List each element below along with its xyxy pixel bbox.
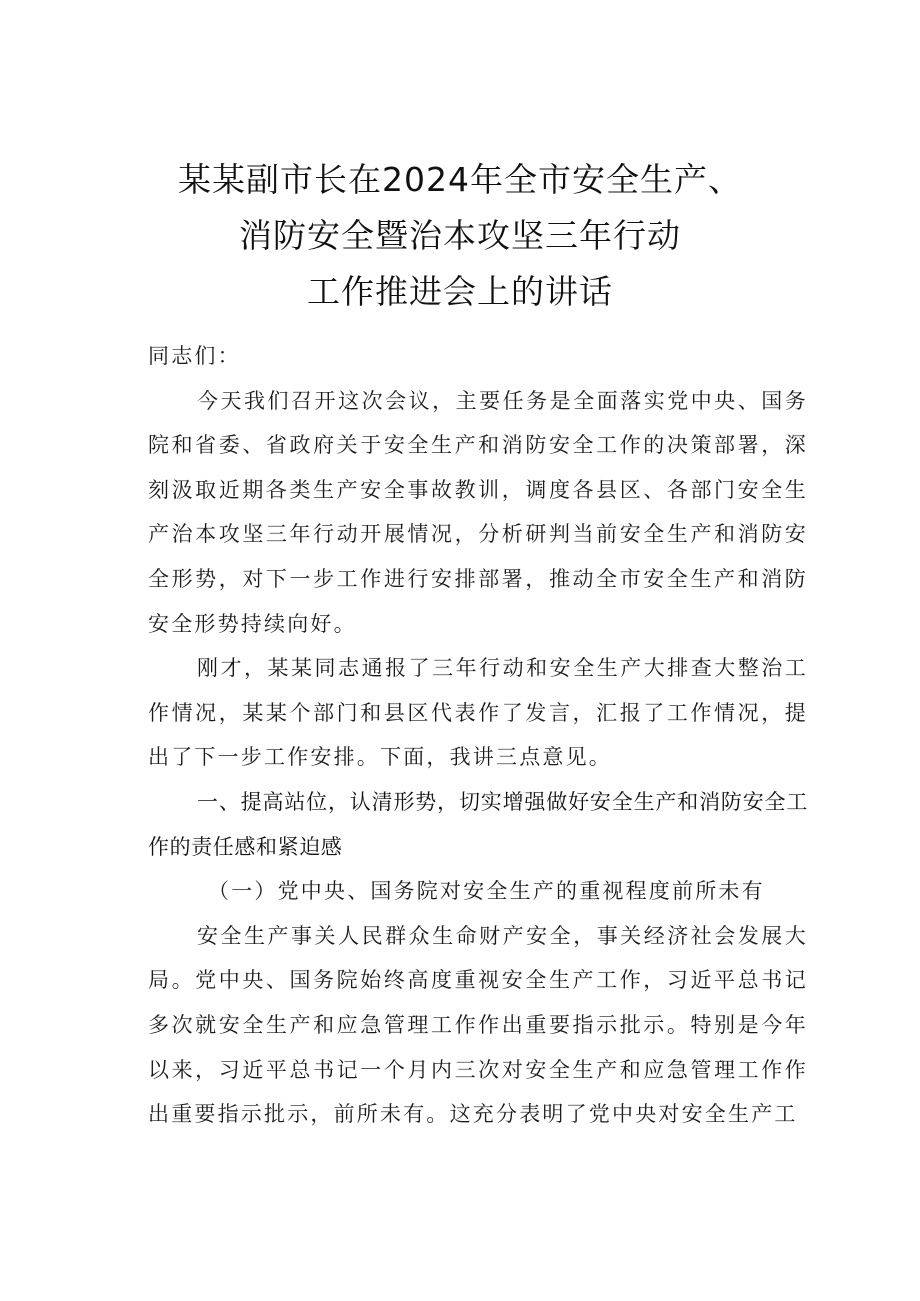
paragraph-intro: 今天我们召开这次会议，主要任务是全面落实党中央、国务院和省委、省政府关于安全生产和消防安全工作的决策部署，深刻汲取近期各类生产安全事故教训，调度各县区、各部门安全生产治本攻坚三年行动开展情况，分析研判当前安全生产和消防安全形势，对下一步工作进行安排部署，推动全市安全生产和消防安全形势持续向好。 [148,388,808,636]
paragraph-summary: 刚才，某某同志通报了三年行动和安全生产大排查大整治工作情况，某某个部门和县区代表作了发言，汇报了工作情况，提出了下一步工作安排。下面，我讲三点意见。 [148,656,808,770]
title-line-3: 工作推进会上的讲话 [307,272,613,311]
document-body [148,334,808,1137]
title-line-2: 消防安全暨治本攻坚三年行动 [239,216,681,255]
paragraph-section-body: 安全生产事关人民群众生命财产安全，事关经济社会发展大局。党中央、国务院始终高度重视安全生产工作，习近平总书记多次就安全生产和应急管理工作作出重要指示批示。特别是今年以来，习近平总书记一个月内三次对安全生产和应急管理工作作出重要指示批示，前所未有。这充分表明了党中央对安全生产工 [148,923,808,1127]
title-line-1: 某某副市长在2024年全市安全生产、 [178,160,742,199]
salutation: 同志们： [148,344,241,368]
subsection-heading: （一）党中央、国务院对安全生产的重视程度前所未有 [208,879,765,904]
section-heading: 一、提高站位，认清形势，切实增强做好安全生产和消防安全工作的责任感和紧迫感 [148,789,808,859]
document-title [100,152,820,320]
